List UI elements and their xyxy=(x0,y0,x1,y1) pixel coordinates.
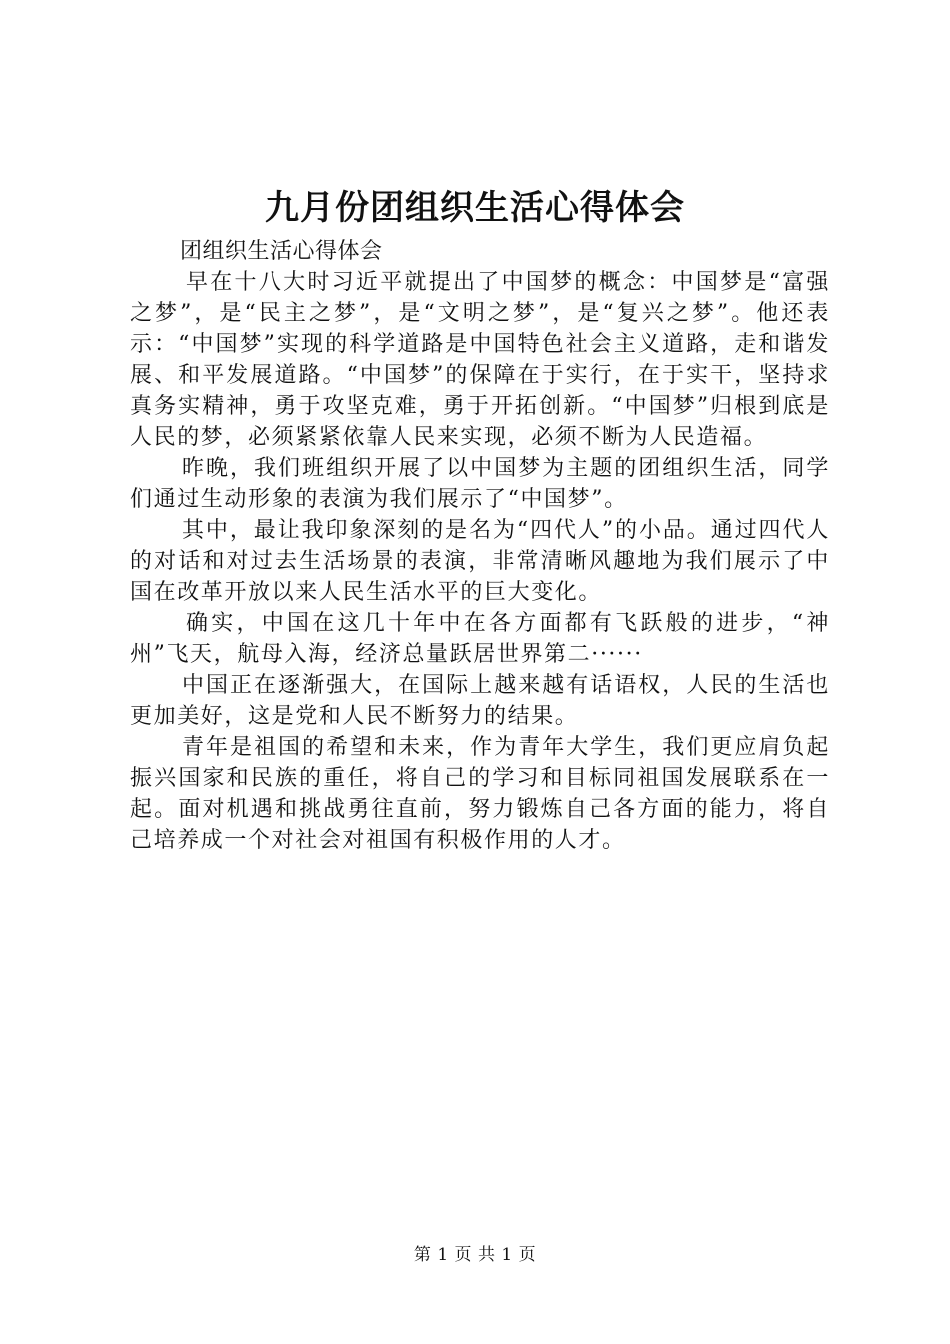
document-subtitle: 团组织生活心得体会 xyxy=(180,239,383,264)
paragraph-2: 昨晚，我们班组织开展了以中国梦为主题的团组织生活，同学们通过生动形象的表演为我们展示了“中国梦”。 xyxy=(130,456,830,512)
paragraph-4: 确实，中国在这几十年中在各方面都有飞跃般的进步，“神州”飞天，航母入海，经济总量跃居世界第二······ xyxy=(130,611,830,667)
paragraph-3: 其中，最让我印象深刻的是名为“四代人”的小品。通过四代人的对话和对过去生活场景的表演，非常清晰风趣地为我们展示了中国在改革开放以来人民生活水平的巨大变化。 xyxy=(130,518,830,605)
document-title: 九月份团组织生活心得体会 xyxy=(265,188,685,228)
paragraph-1: 早在十八大时习近平就提出了中国梦的概念：中国梦是“富强之梦”，是“民主之梦”，是“文明之梦”，是“复兴之梦”。他还表示：“中国梦”实现的科学道路是中国特色社会主义道路，走和谐发展、和平发展道路。“中国梦”的保障在于实行，在于实干，坚持求真务实精神，勇于攻坚克难，勇于开拓创新。“中国梦”归根到底是人民的梦，必须紧紧依靠人民来实现，必须不断为人民造福。 xyxy=(130,270,830,450)
document-body xyxy=(130,236,830,856)
paragraph-6: 青年是祖国的希望和未来，作为青年大学生，我们更应肩负起振兴国家和民族的重任，将自己的学习和目标同祖国发展联系在一起。面对机遇和挑战勇往直前，努力锻炼自己各方面的能力，将自己培养成一个对社会对祖国有积极作用的人才。 xyxy=(130,735,830,853)
paragraph-5: 中国正在逐渐强大，在国际上越来越有话语权，人民的生活也更加美好，这是党和人民不断努力的结果。 xyxy=(130,673,830,729)
page-footer: 第 1 页 共 1 页 xyxy=(413,1245,537,1265)
